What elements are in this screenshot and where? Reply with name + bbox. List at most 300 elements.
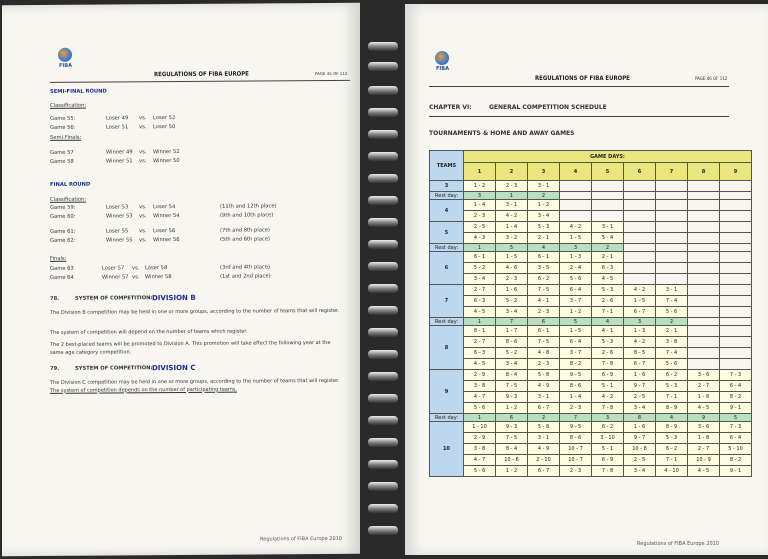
match-cell: 1 - 2 bbox=[496, 466, 528, 477]
section-78-title: SYSTEM OF COMPETITION: bbox=[75, 295, 153, 302]
vs-label: vs. bbox=[139, 124, 147, 131]
rest-day-team: 9 bbox=[688, 414, 720, 422]
match-cell: 3 - 4 bbox=[464, 274, 496, 285]
empty-cell bbox=[720, 359, 752, 370]
schedule-row bbox=[430, 296, 752, 307]
rest-day-row bbox=[430, 414, 752, 422]
day-number: 8 bbox=[688, 163, 720, 181]
place-label: (3rd and 4th place) bbox=[220, 264, 270, 271]
match-cell: 3 - 2 bbox=[496, 233, 528, 244]
empty-cell bbox=[656, 244, 688, 252]
empty-cell bbox=[720, 348, 752, 359]
finals-label: Finals: bbox=[50, 255, 67, 262]
match-cell: 8 - 6 bbox=[560, 381, 592, 392]
match-cell: 4 - 3 bbox=[464, 233, 496, 244]
match-cell: 4 - 7 bbox=[464, 392, 496, 403]
match-cell: 2 - 3 bbox=[496, 181, 528, 192]
header-rule bbox=[50, 80, 350, 83]
fiba-logo-text: FIBA bbox=[59, 62, 72, 69]
match-cell: 3 - 1 bbox=[496, 200, 528, 211]
match-cell: 4 - 2 bbox=[624, 337, 656, 348]
schedule-row bbox=[430, 337, 752, 348]
page-number: PAGE 45 OF 112 bbox=[315, 70, 348, 77]
schedule-row bbox=[430, 263, 752, 274]
match-cell: 4 - 5 bbox=[688, 466, 720, 477]
empty-cell bbox=[720, 307, 752, 318]
match-cell: 2 - 10 bbox=[528, 455, 560, 466]
schedule-row bbox=[430, 370, 752, 381]
empty-cell bbox=[624, 274, 656, 285]
empty-cell bbox=[624, 222, 656, 233]
section-78-paragraph-2: The system of competition will depend on the number of teams which register. bbox=[50, 328, 248, 336]
rest-day-label: Rest day: bbox=[430, 244, 464, 252]
empty-cell bbox=[688, 274, 720, 285]
empty-cell bbox=[688, 181, 720, 192]
binding-ring bbox=[368, 218, 398, 227]
rest-day-team: 1 bbox=[464, 244, 496, 252]
match-cell: 7 - 1 bbox=[656, 455, 688, 466]
game-label: Game 59: bbox=[50, 204, 76, 211]
team-count: 8 bbox=[430, 326, 464, 370]
empty-cell bbox=[624, 200, 656, 211]
match-cell: 5 - 8 bbox=[528, 422, 560, 433]
match-cell: 3 - 6 bbox=[688, 422, 720, 433]
match-cell: 8 - 9 bbox=[656, 422, 688, 433]
match-cell: 7 - 4 bbox=[656, 348, 688, 359]
match-cell: 3 - 4 bbox=[496, 359, 528, 370]
binding-ring bbox=[368, 108, 398, 117]
binding-ring bbox=[368, 174, 398, 183]
match-cell: 8 - 9 bbox=[656, 403, 688, 414]
team-a: Loser 49 bbox=[106, 115, 129, 122]
match-cell: 4 - 10 bbox=[656, 466, 688, 477]
binding-ring bbox=[368, 526, 398, 535]
classification-label: Classification: bbox=[50, 102, 87, 109]
empty-cell bbox=[720, 211, 752, 222]
team-count: 4 bbox=[430, 200, 464, 222]
match-cell: 7 - 1 bbox=[656, 392, 688, 403]
empty-cell bbox=[656, 274, 688, 285]
schedule-row bbox=[430, 211, 752, 222]
match-cell: 2 - 1 bbox=[656, 326, 688, 337]
match-cell: 4 - 1 bbox=[528, 296, 560, 307]
team-count: 3 bbox=[430, 181, 464, 192]
match-cell: 5 - 10 bbox=[720, 444, 752, 455]
match-cell: 6 - 2 bbox=[656, 444, 688, 455]
schedule-row bbox=[430, 348, 752, 359]
match-cell: 6 - 7 bbox=[624, 359, 656, 370]
empty-cell bbox=[720, 181, 752, 192]
match-cell: 4 - 2 bbox=[560, 222, 592, 233]
match-cell: 10 - 7 bbox=[560, 455, 592, 466]
binding-ring bbox=[368, 306, 398, 315]
match-cell: 8 - 4 bbox=[496, 444, 528, 455]
match-cell: 6 - 7 bbox=[528, 466, 560, 477]
empty-cell bbox=[688, 211, 720, 222]
match-cell: 1 - 7 bbox=[496, 326, 528, 337]
day-number: 2 bbox=[496, 163, 528, 181]
binding-ring bbox=[368, 416, 398, 425]
empty-cell bbox=[624, 192, 656, 200]
empty-cell bbox=[624, 233, 656, 244]
empty-cell bbox=[656, 252, 688, 263]
match-cell: 1 - 8 bbox=[688, 433, 720, 444]
empty-cell bbox=[688, 318, 720, 326]
match-cell: 3 - 1 bbox=[656, 285, 688, 296]
match-cell: 3 - 8 bbox=[656, 337, 688, 348]
binding-ring bbox=[368, 130, 398, 139]
team-a: Winner 49 bbox=[106, 149, 133, 156]
match-cell: 7 - 5 bbox=[528, 285, 560, 296]
team-count: 7 bbox=[430, 285, 464, 318]
team-a: Winner 55 bbox=[106, 237, 133, 244]
match-cell: 6 - 3 bbox=[464, 296, 496, 307]
match-cell: 3 - 6 bbox=[688, 370, 720, 381]
empty-cell bbox=[624, 252, 656, 263]
empty-cell bbox=[720, 233, 752, 244]
team-a: Winner 53 bbox=[106, 213, 133, 220]
binding-ring bbox=[368, 372, 398, 381]
schedule-row bbox=[430, 433, 752, 444]
match-cell: 9 - 3 bbox=[496, 392, 528, 403]
binding-ring bbox=[368, 62, 398, 71]
rest-day-row bbox=[430, 244, 752, 252]
match-cell: 6 - 7 bbox=[528, 403, 560, 414]
empty-cell bbox=[688, 348, 720, 359]
match-cell: 3 - 1 bbox=[592, 222, 624, 233]
empty-cell bbox=[688, 307, 720, 318]
rest-day-team: 1 bbox=[464, 414, 496, 422]
match-cell: 2 - 3 bbox=[528, 359, 560, 370]
rest-day-team: 7 bbox=[560, 414, 592, 422]
fiba-logo-icon bbox=[58, 48, 72, 62]
empty-cell bbox=[592, 181, 624, 192]
match-cell: 6 - 2 bbox=[528, 274, 560, 285]
empty-cell bbox=[560, 181, 592, 192]
empty-cell bbox=[720, 252, 752, 263]
match-cell: 4 - 2 bbox=[496, 211, 528, 222]
match-cell: 3 - 5 bbox=[528, 263, 560, 274]
match-cell: 9 - 5 bbox=[560, 422, 592, 433]
section-78-paragraph-1: The Division B competition may be held in one or more groups, according to the number of teams that will register. bbox=[50, 307, 340, 316]
empty-cell bbox=[624, 211, 656, 222]
empty-cell bbox=[720, 337, 752, 348]
rest-day-team: 4 bbox=[528, 244, 560, 252]
rest-day-team: 1 bbox=[464, 318, 496, 326]
binding-ring bbox=[368, 240, 398, 249]
binding-ring bbox=[368, 152, 398, 161]
empty-cell bbox=[656, 192, 688, 200]
page-footer: Regulations of FIBA Europe 2010 bbox=[637, 541, 719, 547]
rest-day-team: 5 bbox=[560, 318, 592, 326]
match-cell: 1 - 6 bbox=[496, 285, 528, 296]
empty-cell bbox=[560, 192, 592, 200]
match-cell: 3 - 8 bbox=[464, 381, 496, 392]
match-cell: 1 - 6 bbox=[624, 370, 656, 381]
match-cell: 2 - 9 bbox=[464, 433, 496, 444]
match-cell: 5 - 4 bbox=[592, 233, 624, 244]
match-cell: 1 - 10 bbox=[464, 422, 496, 433]
section-78-division: DIVISION B bbox=[152, 293, 196, 303]
spiral-binding bbox=[360, 0, 405, 559]
team-b: Loser 56 bbox=[153, 228, 176, 235]
match-cell: 5 - 6 bbox=[656, 307, 688, 318]
match-cell: 2 - 7 bbox=[688, 444, 720, 455]
empty-cell bbox=[688, 285, 720, 296]
page-footer: Regulations of FIBA Europe 2010 bbox=[260, 535, 342, 543]
schedule-row bbox=[430, 359, 752, 370]
match-cell: 2 - 7 bbox=[464, 337, 496, 348]
binding-ring bbox=[368, 350, 398, 359]
match-cell: 4 - 2 bbox=[624, 285, 656, 296]
team-a: Loser 51 bbox=[106, 124, 129, 131]
match-cell: 1 - 4 bbox=[464, 200, 496, 211]
rest-day-team: 2 bbox=[656, 318, 688, 326]
rest-day-row bbox=[430, 192, 752, 200]
match-cell: 10 - 8 bbox=[624, 444, 656, 455]
empty-cell bbox=[720, 244, 752, 252]
game-schedule-table bbox=[429, 150, 752, 477]
header-title: REGULATIONS OF FIBA EUROPE bbox=[535, 75, 630, 82]
match-cell: 2 - 6 bbox=[592, 348, 624, 359]
match-cell: 5 - 1 bbox=[592, 444, 624, 455]
vs-label: vs. bbox=[139, 228, 147, 235]
match-cell: 2 - 1 bbox=[592, 252, 624, 263]
match-cell: 1 - 5 bbox=[496, 252, 528, 263]
empty-cell bbox=[560, 200, 592, 211]
team-a: Loser 53 bbox=[106, 204, 129, 211]
match-cell: 3 - 4 bbox=[624, 466, 656, 477]
schedule-row bbox=[430, 252, 752, 263]
match-cell: 8 - 6 bbox=[560, 433, 592, 444]
match-cell: 3 - 1 bbox=[528, 392, 560, 403]
team-b: Winner 54 bbox=[153, 213, 180, 220]
team-b: Loser 52 bbox=[153, 115, 176, 122]
match-cell: 5 - 2 bbox=[496, 296, 528, 307]
section-79-division: DIVISION C bbox=[152, 363, 196, 373]
match-cell: 5 - 6 bbox=[464, 466, 496, 477]
match-cell: 7 - 3 bbox=[720, 422, 752, 433]
match-cell: 1 - 2 bbox=[528, 200, 560, 211]
place-label: (11th and 12th place) bbox=[220, 203, 277, 210]
schedule-subtitle: TOURNAMENTS & HOME AND AWAY GAMES bbox=[429, 130, 575, 137]
match-cell: 4 - 9 bbox=[528, 381, 560, 392]
match-cell: 8 - 5 bbox=[624, 348, 656, 359]
match-cell: 6 - 4 bbox=[560, 285, 592, 296]
match-cell: 9 - 5 bbox=[560, 370, 592, 381]
match-cell: 9 - 7 bbox=[624, 381, 656, 392]
vs-label: vs. bbox=[139, 237, 147, 244]
match-cell: 3 - 7 bbox=[560, 348, 592, 359]
match-cell: 2 - 5 bbox=[464, 222, 496, 233]
match-cell: 2 - 3 bbox=[560, 466, 592, 477]
schedule-row bbox=[430, 326, 752, 337]
match-cell: 3 - 4 bbox=[496, 307, 528, 318]
match-cell: 1 - 8 bbox=[688, 392, 720, 403]
match-cell: 1 - 4 bbox=[496, 222, 528, 233]
empty-cell bbox=[720, 274, 752, 285]
match-cell: 2 - 7 bbox=[688, 381, 720, 392]
section-79-paragraph bbox=[50, 378, 340, 395]
match-cell: 2 - 9 bbox=[464, 370, 496, 381]
match-cell: 5 - 6 bbox=[560, 274, 592, 285]
semifinals-label: Semi-Finals: bbox=[50, 134, 82, 141]
empty-cell bbox=[656, 200, 688, 211]
team-b: Loser 50 bbox=[153, 124, 176, 131]
empty-cell bbox=[688, 192, 720, 200]
vs-label: vs. bbox=[139, 204, 147, 211]
match-cell: 5 - 1 bbox=[592, 381, 624, 392]
match-cell: 5 - 3 bbox=[656, 381, 688, 392]
schedule-row bbox=[430, 181, 752, 192]
game-days-header: GAME DAYS: bbox=[464, 151, 752, 163]
rest-day-team: 2 bbox=[528, 192, 560, 200]
match-cell: 5 - 3 bbox=[592, 285, 624, 296]
place-label: (5th and 6th place) bbox=[220, 236, 270, 243]
match-cell: 8 - 2 bbox=[720, 455, 752, 466]
empty-cell bbox=[720, 318, 752, 326]
rest-day-team: 8 bbox=[624, 414, 656, 422]
day-number: 1 bbox=[464, 163, 496, 181]
rest-day-team: 6 bbox=[528, 318, 560, 326]
match-cell: 5 - 3 bbox=[656, 433, 688, 444]
schedule-row bbox=[430, 455, 752, 466]
empty-cell bbox=[592, 211, 624, 222]
match-cell: 6 - 1 bbox=[464, 252, 496, 263]
match-cell: 9 - 1 bbox=[720, 403, 752, 414]
match-cell: 7 - 8 bbox=[592, 403, 624, 414]
empty-cell bbox=[688, 337, 720, 348]
header-rule bbox=[429, 86, 729, 87]
binding-ring bbox=[368, 196, 398, 205]
match-cell: 6 - 3 bbox=[464, 348, 496, 359]
binding-ring bbox=[368, 482, 398, 491]
match-cell: 3 - 10 bbox=[592, 433, 624, 444]
empty-cell bbox=[688, 263, 720, 274]
team-b: Loser 58 bbox=[145, 265, 168, 272]
game-label: Game 60: bbox=[50, 213, 76, 220]
match-cell: 2 - 3 bbox=[528, 307, 560, 318]
section-79-number: 79. bbox=[50, 365, 60, 372]
left-page bbox=[2, 3, 360, 556]
match-cell: 5 - 3 bbox=[592, 337, 624, 348]
empty-cell bbox=[656, 211, 688, 222]
team-count: 5 bbox=[430, 222, 464, 244]
vs-label: vs. bbox=[139, 149, 147, 156]
match-cell: 4 - 7 bbox=[464, 455, 496, 466]
empty-cell bbox=[624, 263, 656, 274]
match-cell: 10 - 9 bbox=[688, 455, 720, 466]
section-78-number: 78. bbox=[50, 295, 60, 302]
match-cell: 5 - 2 bbox=[464, 263, 496, 274]
rest-day-team: 7 bbox=[496, 318, 528, 326]
match-cell: 5 - 3 bbox=[528, 222, 560, 233]
match-cell: 2 - 5 bbox=[624, 392, 656, 403]
day-number-row bbox=[430, 163, 752, 181]
match-cell: 6 - 4 bbox=[720, 433, 752, 444]
match-cell: 5 - 2 bbox=[496, 348, 528, 359]
page-number: PAGE 46 OF 112 bbox=[695, 76, 728, 81]
match-cell: 4 - 2 bbox=[592, 392, 624, 403]
section-78-paragraph-3: The 2 best-placed teams will be promoted to Division A. This promotion will take effect the following year at the same age category competition. bbox=[50, 339, 331, 356]
match-cell: 4 - 9 bbox=[528, 444, 560, 455]
schedule-row bbox=[430, 444, 752, 455]
match-cell: 1 - 5 bbox=[560, 326, 592, 337]
match-cell: 6 - 4 bbox=[720, 381, 752, 392]
match-cell: 7 - 1 bbox=[592, 307, 624, 318]
game-label: Game 56: bbox=[50, 124, 76, 131]
empty-cell bbox=[656, 181, 688, 192]
match-cell: 2 - 7 bbox=[464, 285, 496, 296]
empty-cell bbox=[624, 181, 656, 192]
rest-day-team: 2 bbox=[592, 244, 624, 252]
empty-cell bbox=[656, 222, 688, 233]
match-cell: 8 - 2 bbox=[720, 392, 752, 403]
fiba-logo-icon bbox=[435, 51, 449, 65]
match-cell: 5 - 8 bbox=[528, 370, 560, 381]
final-round-title: FINAL ROUND bbox=[50, 181, 91, 188]
empty-cell bbox=[720, 222, 752, 233]
binding-ring bbox=[368, 284, 398, 293]
team-a: Loser 55 bbox=[106, 228, 129, 235]
rest-day-team: 6 bbox=[496, 414, 528, 422]
team-a: Winner 57 bbox=[102, 274, 129, 281]
match-cell: 6 - 9 bbox=[592, 455, 624, 466]
match-cell: 8 - 1 bbox=[464, 326, 496, 337]
match-cell: 3 - 1 bbox=[528, 181, 560, 192]
final-classification-label: Classification: bbox=[50, 196, 87, 203]
schedule-row bbox=[430, 422, 752, 433]
right-page bbox=[405, 4, 768, 555]
match-cell: 8 - 6 bbox=[496, 337, 528, 348]
match-cell: 6 - 9 bbox=[592, 370, 624, 381]
empty-cell bbox=[688, 244, 720, 252]
empty-cell bbox=[688, 326, 720, 337]
binding-ring bbox=[368, 328, 398, 337]
match-cell: 6 - 2 bbox=[592, 422, 624, 433]
match-cell: 4 - 6 bbox=[496, 263, 528, 274]
match-cell: 4 - 5 bbox=[688, 403, 720, 414]
match-cell: 10 - 6 bbox=[496, 455, 528, 466]
match-cell: 7 - 8 bbox=[592, 466, 624, 477]
schedule-row bbox=[430, 307, 752, 318]
match-cell: 8 - 2 bbox=[560, 359, 592, 370]
match-cell: 4 - 5 bbox=[464, 307, 496, 318]
game-label: Game 61: bbox=[50, 228, 76, 235]
empty-cell bbox=[688, 233, 720, 244]
empty-cell bbox=[688, 296, 720, 307]
empty-cell bbox=[720, 200, 752, 211]
match-cell: 3 - 4 bbox=[624, 403, 656, 414]
empty-cell bbox=[688, 359, 720, 370]
header-title: REGULATIONS OF FIBA EUROPE bbox=[154, 70, 249, 79]
team-a: Winner 51 bbox=[106, 158, 133, 165]
day-number: 3 bbox=[528, 163, 560, 181]
rest-day-team: 1 bbox=[496, 192, 528, 200]
match-cell: 5 - 6 bbox=[656, 359, 688, 370]
match-cell: 7 - 4 bbox=[656, 296, 688, 307]
day-number: 5 bbox=[592, 163, 624, 181]
empty-cell bbox=[592, 192, 624, 200]
empty-cell bbox=[656, 263, 688, 274]
team-count: 6 bbox=[430, 252, 464, 285]
match-cell: 8 - 4 bbox=[496, 370, 528, 381]
match-cell: 6 - 7 bbox=[624, 307, 656, 318]
match-cell: 5 - 6 bbox=[464, 403, 496, 414]
game-label: Game 58 bbox=[50, 158, 74, 165]
match-cell: 1 - 3 bbox=[624, 326, 656, 337]
teams-header: TEAMS bbox=[430, 151, 464, 181]
